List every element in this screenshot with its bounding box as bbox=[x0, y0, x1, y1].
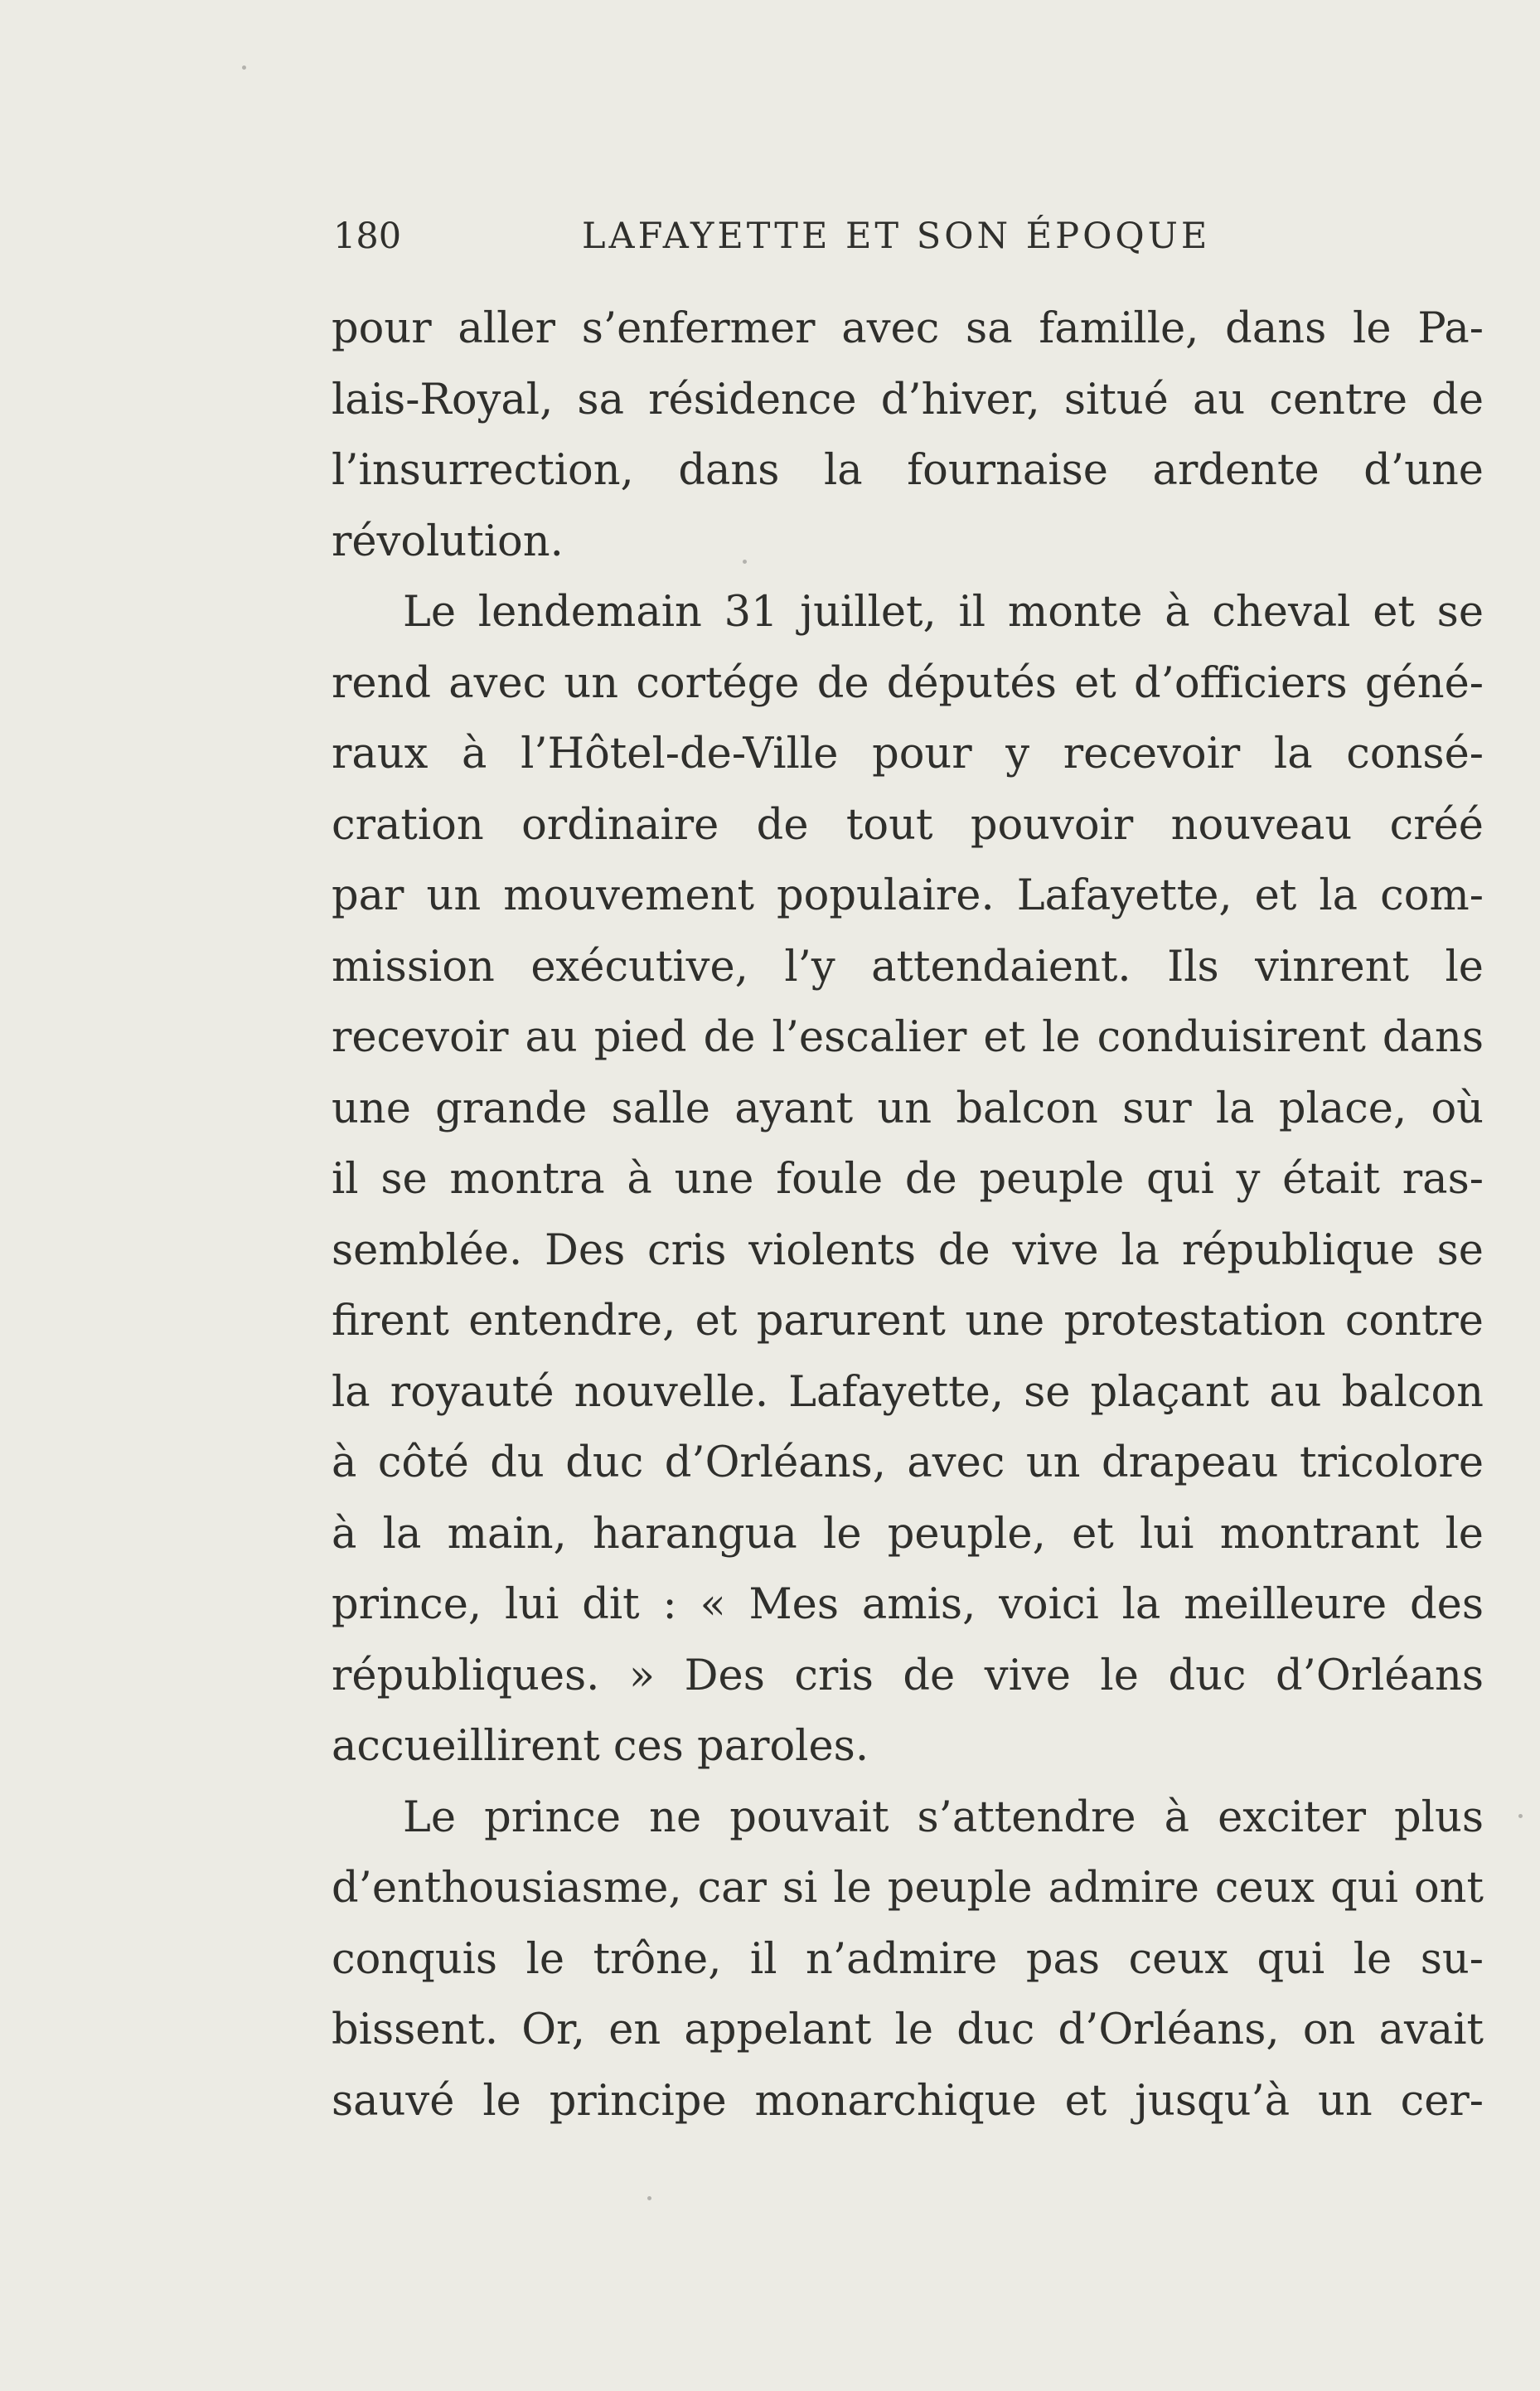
text-line: révolution. bbox=[332, 517, 564, 566]
text-line: bissent. Or, en appelant le duc d’Orléans, on avait bbox=[332, 2005, 1484, 2054]
text-line: républiques. » Des cris de vive le duc d’Orléans bbox=[332, 1651, 1484, 1700]
text-line: l’insurrection, dans la fournaise ardente d’une bbox=[332, 446, 1484, 495]
text-line: recevoir au pied de l’escalier et le conduisirent dans bbox=[332, 1013, 1484, 1062]
text-line: lais-Royal, sa résidence d’hiver, situé au centre de bbox=[332, 375, 1484, 424]
paper-speck bbox=[647, 2196, 651, 2200]
text-line: raux à l’Hôtel-de-Ville pour y recevoir la consé- bbox=[332, 730, 1484, 778]
text-line: firent entendre, et parurent une protestation contre bbox=[332, 1297, 1484, 1346]
text-line: pour aller s’enfermer avec sa famille, dans le Pa- bbox=[332, 304, 1484, 353]
text-line: conquis le trône, il n’admire pas ceux qui le su- bbox=[332, 1934, 1484, 1984]
page-header bbox=[333, 214, 1276, 259]
body-text bbox=[332, 293, 1484, 2136]
paper-speck bbox=[1518, 1814, 1523, 1818]
text-line: cration ordinaire de tout pouvoir nouveau créé bbox=[332, 800, 1484, 850]
text-line: à la main, harangua le peuple, et lui montrant le bbox=[332, 1509, 1484, 1559]
text-line: semblée. Des cris violents de vive la république se bbox=[332, 1225, 1484, 1275]
text-line: mission exécutive, l’y attendaient. Ils vinrent le bbox=[332, 942, 1484, 992]
running-title: LAFAYETTE ET SON ÉPOQUE bbox=[582, 216, 1211, 257]
paper-speck bbox=[242, 65, 246, 70]
text-line: sauvé le principe monarchique et jusqu’à un cer- bbox=[332, 2076, 1484, 2126]
text-line: prince, lui dit : « Mes amis, voici la meilleure des bbox=[332, 1580, 1484, 1629]
text-line: d’enthousiasme, car si le peuple admire ceux qui ont bbox=[332, 1864, 1484, 1913]
text-line: une grande salle ayant un balcon sur la place, où bbox=[332, 1084, 1484, 1133]
text-line: il se montra à une foule de peuple qui y était ras- bbox=[332, 1155, 1484, 1204]
page-number: 180 bbox=[333, 216, 402, 257]
paragraph-start-line: Le prince ne pouvait s’attendre à exciter plus bbox=[403, 1792, 1484, 1842]
text-line: à côté du duc d’Orléans, avec un drapeau tricolore bbox=[332, 1438, 1484, 1487]
paper-speck bbox=[743, 560, 747, 564]
text-line: accueillirent ces paroles. bbox=[332, 1722, 869, 1771]
text-line: rend avec un cortége de députés et d’officiers géné- bbox=[332, 658, 1484, 708]
paragraph-start-line: Le lendemain 31 juillet, il monte à cheval et se bbox=[403, 588, 1484, 637]
text-line: la royauté nouvelle. Lafayette, se plaçant au balcon bbox=[332, 1367, 1484, 1417]
text-line: par un mouvement populaire. Lafayette, et la com- bbox=[332, 871, 1484, 920]
